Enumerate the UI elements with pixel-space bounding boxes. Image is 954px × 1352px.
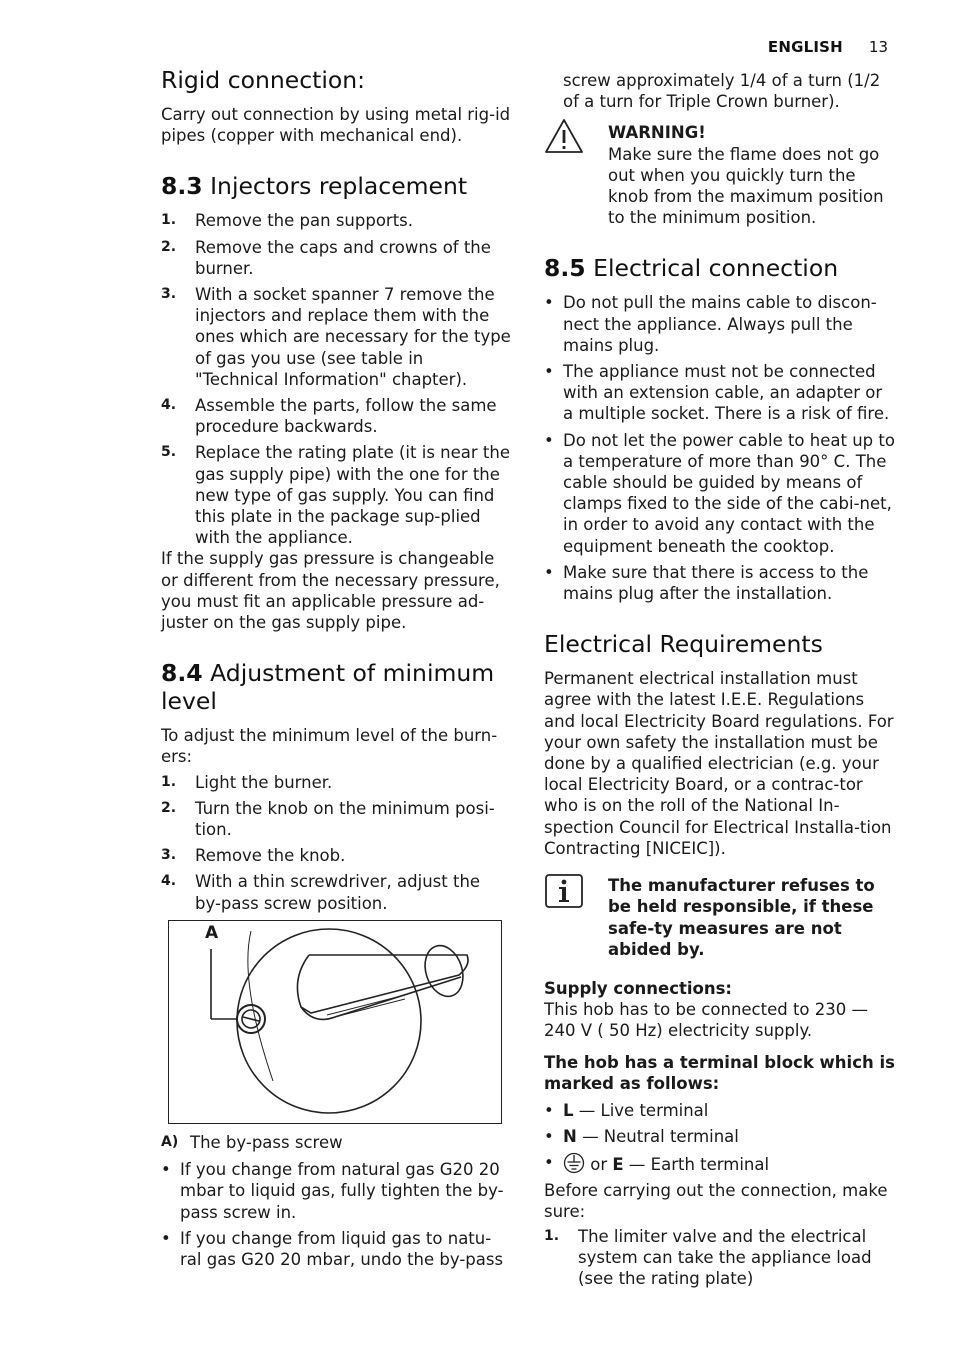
step-number: 4. [161,873,177,890]
info-notice [544,875,896,960]
terminal-item [544,1100,896,1121]
step-item [161,237,511,279]
step-number: 1. [161,773,177,790]
left-column [161,66,511,1275]
earth-icon [563,1152,585,1179]
terminal-key: N [563,1127,577,1147]
injector-steps [161,210,511,548]
terminal-text: — Live terminal [578,1100,709,1120]
pressure-adjuster-text: If the supply gas pressure is changeable or different from the necessary pressure, you must fit an applicable pressure ad-juster on the gas supply pipe. [161,549,500,633]
bypass-screw-figure [168,920,502,1124]
step-item [161,772,511,793]
step-text: Light the burner. [195,772,333,792]
step-text: With a socket spanner 7 remove the injectors and replace them with the ones which are necessary for the type of gas you use (see table in "Technical Information" chapter). [195,285,511,389]
supply-connections-title: Supply connections: [544,978,733,998]
gas-change-bullets [161,1159,511,1270]
section-title: Electrical connection [593,254,839,283]
step-text: Remove the knob. [195,846,346,866]
step-text: Turn the knob on the minimum posi-tion. [195,798,495,840]
step-text: Replace the rating plate (it is near the gas supply pipe) with the one for the new type of gas supply. You can find this plate in the package sup-plied with the appliance. [195,443,510,548]
language-label: ENGLISH [767,38,843,56]
bullet-item: • Do not let the power cable to heat up to a temperature of more than 90° C. The cable should be guided by means of clamps fixed to the side of the cabi-net, in order to avoid any contact with the equipment beneath the cooktop. [544,430,896,557]
min-level-intro: To adjust the minimum level of the burn-ers: [161,726,498,767]
bullet-item: • The appliance must not be connected with an extension cable, an adapter or a multiple socket. There is a risk of fire. [544,361,896,425]
bypass-continued-text: screw approximately 1/4 of a turn (1/2 of a turn for Triple Crown burner). [563,71,881,112]
electrical-requirements-heading: Electrical Requirements [544,630,823,659]
terminal-block-title: The hob has a terminal block which is marked as follows: [544,1052,895,1093]
terminal-item [544,1126,896,1147]
bullet-item: • Make sure that there is access to the mains plug after the installation. [544,562,896,604]
step-item [161,284,511,390]
step-item [161,871,511,913]
caption-text: The by-pass screw [190,1132,343,1152]
terminal-list [544,1100,896,1180]
step-number: 2. [161,238,177,255]
step-number: 3. [161,286,177,303]
knob-illustration [169,921,501,1123]
step-item [161,845,511,866]
step-text: Remove the caps and crowns of the burner. [195,237,491,278]
connection-checks [544,1226,896,1290]
warning-text: Make sure the flame does not go out when you quickly turn the knob from the maximum position to the minimum position. [608,144,884,228]
page-header [768,38,888,56]
section-title: Adjustment of minimum level [161,659,495,716]
right-column [544,70,896,1295]
warning-title: WARNING! [608,123,706,143]
terminal-text: — Neutral terminal [582,1127,739,1147]
terminal-key: L [563,1100,574,1120]
caption-key: A) [161,1133,179,1150]
bullet-item: • If you change from liquid gas to natu-ral gas G20 20 mbar, undo the by-pass [161,1228,511,1270]
bullet-item: • Do not pull the mains cable to discon-nect the appliance. Always pull the mains plug. [544,292,896,356]
step-item [544,1226,896,1290]
step-text: With a thin screwdriver, adjust the by-pass screw position. [195,872,481,913]
step-item [161,210,511,231]
step-text: Assemble the parts, follow the same procedure backwards. [195,396,497,437]
bullet-item: • If you change from natural gas G20 20 mbar to liquid gas, fully tighten the by-pass screw in. [161,1159,511,1223]
step-item [161,395,511,437]
section-title: Injectors replacement [210,172,468,201]
step-text: The limiter valve and the electrical system can take the appliance load (see the rating plate) [578,1226,872,1289]
section-number: 8.3 [161,172,203,201]
min-level-steps [161,772,511,914]
step-number: 1. [161,212,177,229]
section-number: 8.5 [544,254,586,283]
warning-notice [544,122,896,228]
step-number: 1. [544,1227,560,1244]
terminal-item [544,1152,896,1179]
rigid-connection-heading: Rigid connection: [161,66,366,94]
step-number: 2. [161,799,177,816]
section-8-5-heading [544,254,896,282]
figure-label-a: A [205,922,219,943]
section-8-4-heading [161,659,511,715]
terminal-key: E [612,1155,624,1175]
earth-or: or [590,1155,608,1175]
rigid-connection-text: Carry out connection by using metal rig-id pipes (copper with mechanical end). [161,105,511,146]
step-number: 5. [161,444,177,461]
before-connection-text: Before carrying out the connection, make sure: [544,1180,888,1221]
electrical-requirements-text: Permanent electrical installation must agree with the latest I.E.E. Regulations and local Electricity Board regulations. For your own safety the installation must be done by a qualified electrician (e.g. your local Electricity Board, or a contrac-tor who is on the roll of the National In-spection Council for Electrical Installa-tion Contracting [NICEIC]). [544,669,894,858]
info-text: The manufacturer refuses to be held responsible, if these safe-ty measures are not abided by. [608,876,875,959]
supply-connections-text: This hob has to be connected to 230 — 240 V ( 50 Hz) electricity supply. [544,1000,869,1041]
step-number: 4. [161,397,177,414]
info-icon [544,871,584,915]
electrical-bullets [544,292,896,604]
terminal-text: — Earth terminal [628,1155,770,1175]
section-number: 8.4 [161,659,203,688]
warning-icon [544,118,584,158]
step-item [161,442,511,548]
step-number: 3. [161,847,177,864]
page-number: 13 [868,38,888,56]
figure-caption [161,1132,511,1153]
step-text: Remove the pan supports. [195,211,414,231]
step-item [161,798,511,840]
section-8-3-heading [161,172,511,200]
